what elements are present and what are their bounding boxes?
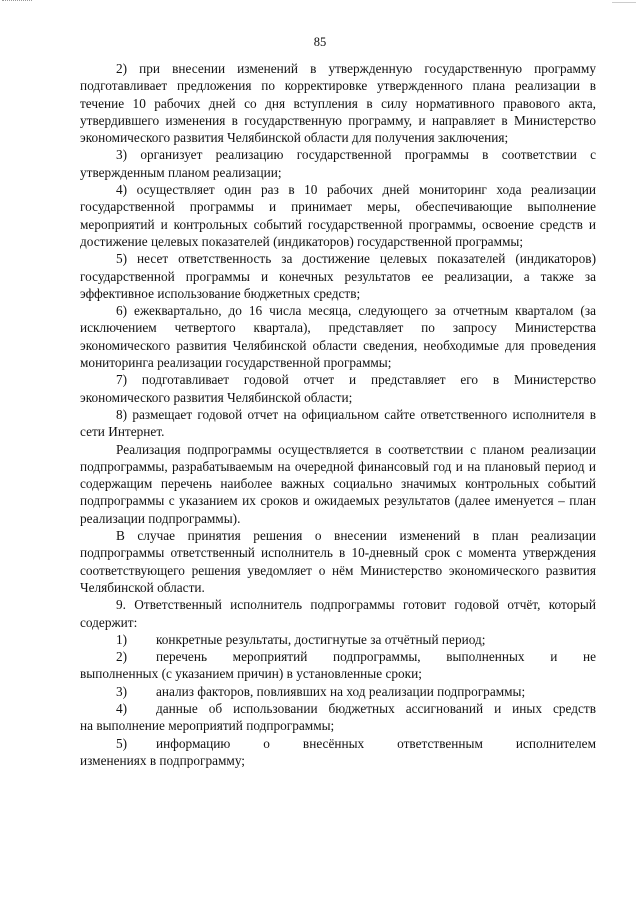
paragraph-item-7: 7) подготавливает годовой отчет и представляет его в Министерство экономического развития Челябинской области; <box>80 372 596 405</box>
list-item <box>80 648 596 665</box>
paragraph-item-8: 8) размещает годовой отчет на официальном сайте ответственного исполнителя в сети Интернет. <box>80 406 596 440</box>
list-item-number: 5) <box>116 735 128 751</box>
list-item-continuation: изменениях в подпрограмму; <box>80 752 245 768</box>
list-item-number: 2) <box>116 649 128 665</box>
list-item-text: перечень мероприятий подпрограммы, выполненных и не <box>156 649 596 665</box>
scan-artifact-left <box>2 0 32 5</box>
list-item-text: данные об использовании бюджетных ассигнований и иных средств <box>156 700 596 716</box>
list-item-number: 3) <box>116 683 128 699</box>
list-item <box>80 683 596 700</box>
paragraph-plan-changes: В случае принятия решения о внесении изменений в план реализации подпрограммы ответственный исполнитель в 10-дневный срок с момента утверждения соответствующего решения уведомляет о нём Министерство экономического развития Челябинской области. <box>80 528 596 595</box>
paragraph-section-9: 9. Ответственный исполнитель подпрограммы готовит годовой отчёт, который содержит: <box>80 597 596 630</box>
paragraph-item-2: 2) при внесении изменений в утвержденную государственную программу подготавливает предложения по корректировке утвержденного плана реализации в течение 10 рабочих дней со дня вступления в силу нормативного правового акта, утвердившего изменения в государственную программу, и направляет в Министерство экономического развития Челябинской области для получения заключения; <box>80 61 596 146</box>
document-body <box>80 60 596 769</box>
paragraph-item-4: 4) осуществляет один раз в 10 рабочих дней мониторинг хода реализации государственной программы и принимает меры, обеспечивающие выполнение мероприятий и контрольных событий государственной программы, освоение средств и достижение целевых показателей (индикаторов) государственной программы; <box>80 182 596 249</box>
paragraph-item-6: 6) ежеквартально, до 16 числа месяца, следующего за отчетным кварталом (за исключением четвертого квартала), представляет по запросу Министерства экономического развития Челябинской области сведения, необходимые для проведения мониторинга реализации государственной программы; <box>80 303 596 371</box>
page-number: 85 <box>313 35 327 49</box>
list-item <box>80 631 596 648</box>
list-item-number: 1) <box>116 631 128 647</box>
paragraph-subprogram-plan: Реализация подпрограммы осуществляется в соответствии с планом реализации подпрограммы, разрабатываемым на очередной финансовый год и на плановый период и содержащим перечень наиболее важных социально значимых контрольных событий подпрограммы с указанием их сроков и ожидаемых результатов (далее именуется – план реализации подпрограммы). <box>80 441 596 526</box>
paragraph-item-5: 5) несет ответственность за достижение целевых показателей (индикаторов) государственной программы и конечных результатов ее реализации, а также за эффективное использование бюджетных средств; <box>80 251 596 301</box>
list-item-continuation: выполненных (с указанием причин) в установленные сроки; <box>80 666 422 682</box>
list-item <box>80 735 596 752</box>
list-item-continuation: на выполнение мероприятий подпрограммы; <box>80 718 335 734</box>
list-item-text: анализ факторов, повлиявших на ход реализации подпрограммы; <box>156 683 526 699</box>
list-item <box>80 700 596 717</box>
list-item-text: конкретные результаты, достигнутые за отчётный период; <box>156 631 486 647</box>
scan-artifact-right <box>612 2 636 3</box>
list-item-text: информацию о внесённых ответственным исполнителем <box>156 735 596 751</box>
paragraph-item-3: 3) организует реализацию государственной программы в соответствии с утвержденным планом реализации; <box>80 147 596 180</box>
list-item-number: 4) <box>116 700 128 716</box>
